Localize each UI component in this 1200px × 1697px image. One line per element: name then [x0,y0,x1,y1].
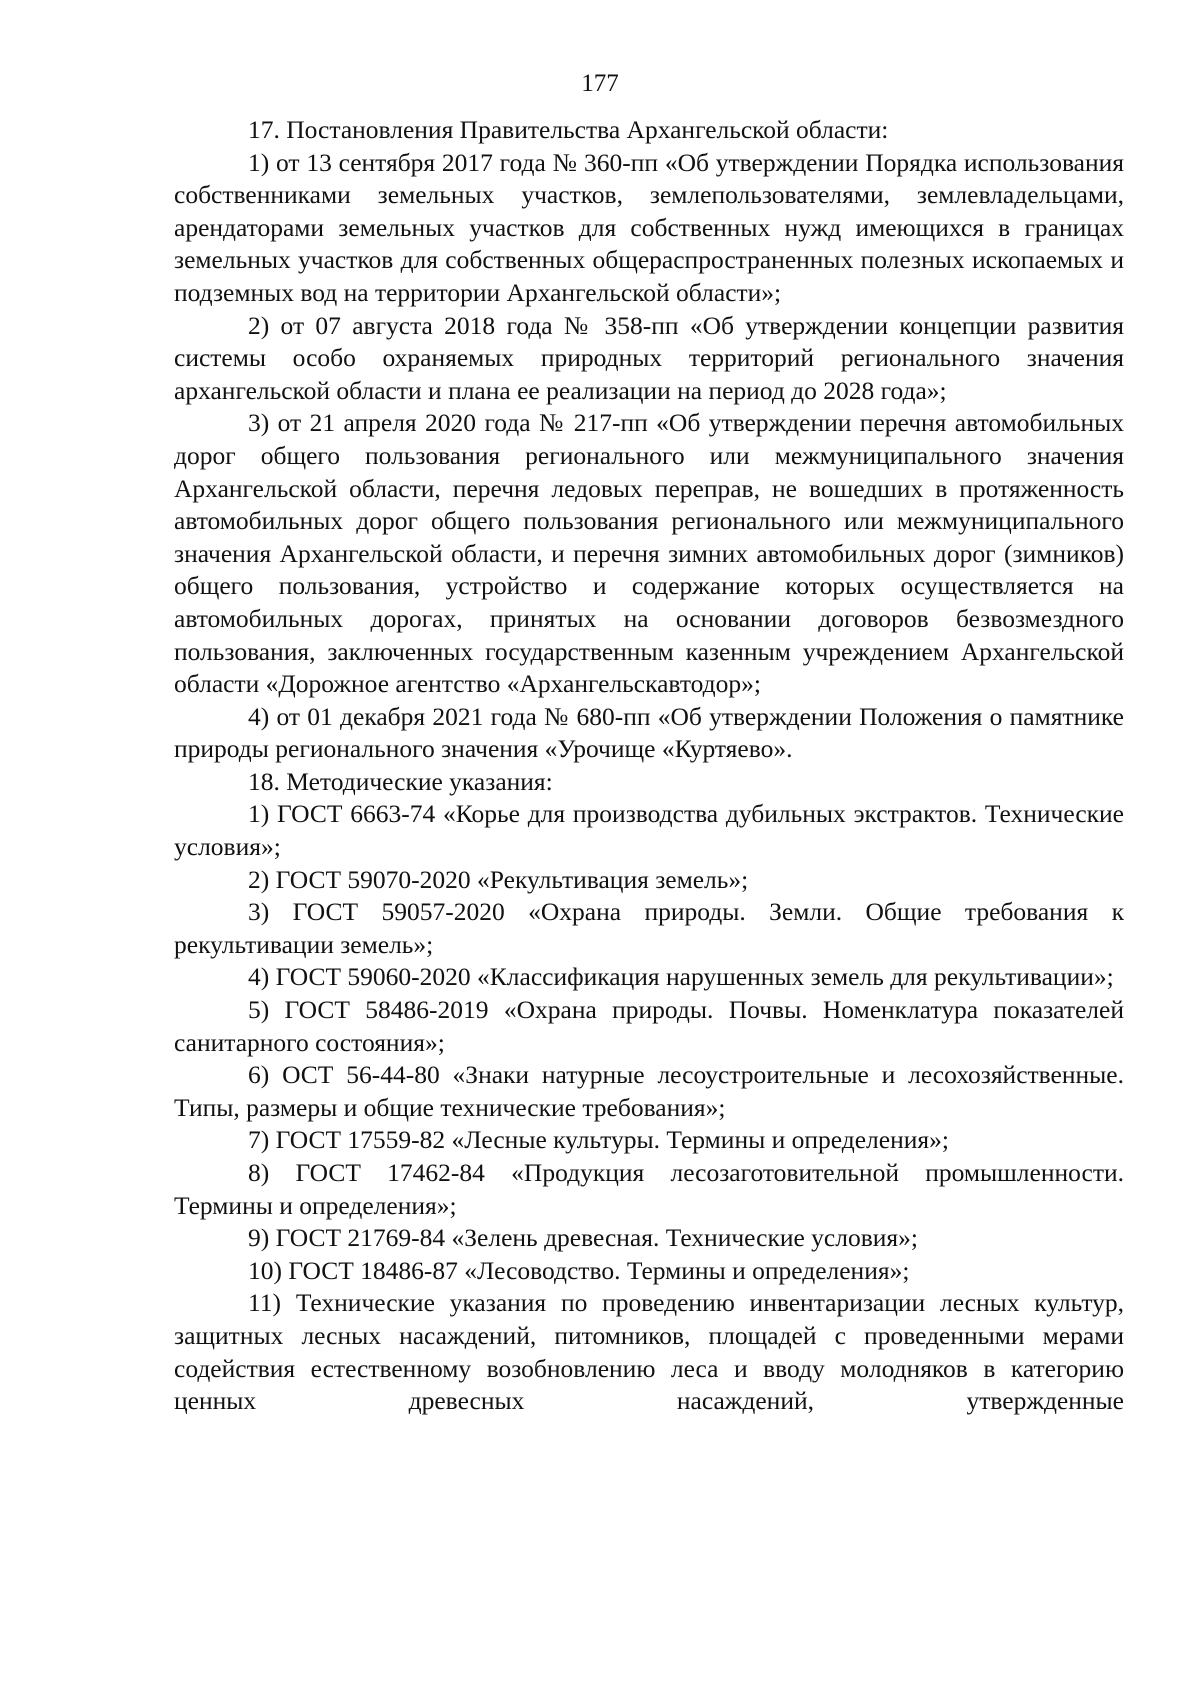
document-body [174,114,1124,1418]
list-item: 4) ГОСТ 59060-2020 «Классификация нарушенных земель для рекультивации»; [248,962,1114,992]
list-item: 9) ГОСТ 21769-84 «Зелень древесная. Технические условия»; [248,1223,918,1253]
list-item: 2) от 07 августа 2018 года № 358-пп «Об утверждении концепции развития системы особо охраняемых природных территорий регионального значения архангельской области и плана ее реализации на период до 2028 года»; [174,310,1124,405]
list-item: 6) ОСТ 56-44-80 «Знаки натурные лесоустроительные и лесохозяйственные. Типы, размеры и общие технические требования»; [174,1060,1124,1122]
list-item: 8) ГОСТ 17462-84 «Продукция лесозаготовительной промышленности. Термины и определения»; [174,1158,1124,1220]
section-17-heading: 17. Постановления Правительства Архангельской области: [248,115,889,144]
page-number: 177 [581,70,619,97]
list-item: 5) ГОСТ 58486-2019 «Охрана природы. Почвы. Номенклатура показателей санитарного состояния»; [174,995,1124,1057]
list-item: 11) Технические указания по проведению инвентаризации лесных культур, защитных лесных насаждений, питомников, площадей с проведенными мерами содействия естественному возобновлению леса и вводу молодняков в категорию ценных древесных насаждений, утвержденные [174,1288,1124,1416]
list-item: 1) от 13 сентября 2017 года № 360-пп «Об утверждении Порядка использования собственниками земельных участков, землепользователями, землевладельцами, арендаторами земельных участков для собственных нужд имеющихся в границах земельных участков для собственных общераспространенных полезных ископаемых и подземных вод на территории Архангельской области»; [174,147,1124,307]
list-item: 7) ГОСТ 17559-82 «Лесные культуры. Термины и определения»; [248,1125,949,1155]
list-item: 1) ГОСТ 6663-74 «Корье для производства дубильных экстрактов. Технические условия»; [174,799,1124,862]
list-item: 3) ГОСТ 59057-2020 «Охрана природы. Земли. Общие требования к рекультивации земель»; [174,897,1124,959]
list-item: 3) от 21 апреля 2020 года № 217-пп «Об утверждении перечня автомобильных дорог общего пользования регионального или межмуниципального значения Архангельской области, перечня ледовых переправ, не вошедших в протяженность автомобильных дорог общего пользования регионального или межмуниципального значения Архангельской области, и перечня зимних автомобильных дорог (зимников) общего пользования, устройство и содержание которых осуществляется на автомобильных дорогах, принятых на основании договоров безвозмездного пользования, заключенных государственным казенным учреждением Архангельской области «Дорожное агентство «Архангельскавтодор»; [174,408,1124,699]
list-item: 4) от 01 декабря 2021 года № 680-пп «Об утверждении Положения о памятнике природы регионального значения «Урочище «Куртяево». [174,701,1124,764]
list-item: 10) ГОСТ 18486-87 «Лесоводство. Термины и определения»; [248,1255,910,1285]
section-18-heading: 18. Методические указания: [248,766,553,796]
list-item: 2) ГОСТ 59070-2020 «Рекультивация земель»; [248,864,749,894]
